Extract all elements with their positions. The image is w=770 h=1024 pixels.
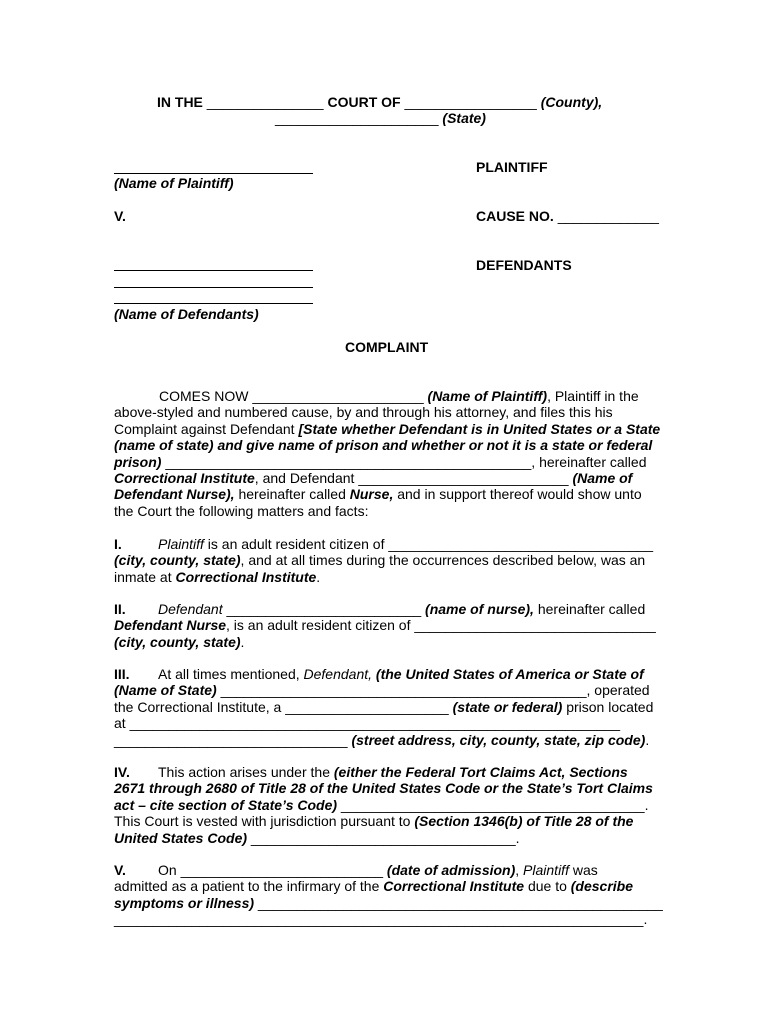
text-run — [114, 862, 659, 878]
plaintiff-label: PLAINTIFF — [476, 159, 548, 175]
section-4-number: IV. — [114, 764, 130, 780]
section-5-number: V. — [114, 862, 126, 878]
text-run: Correctional Institute — [114, 469, 255, 486]
section-1-number: I. — [114, 536, 122, 552]
text-run: prison located — [562, 698, 654, 715]
text-run: . — [644, 796, 649, 813]
text-run: Correctional Institute — [383, 878, 525, 895]
text-run: (street address, city, county, state, zip code) — [347, 731, 646, 748]
text-run: Nurse, — [349, 486, 394, 503]
prison-location-blank[interactable]: at _______________________________________________________________ — [114, 715, 621, 732]
text-run: . — [316, 568, 321, 585]
plaintiff-name-line[interactable] — [114, 173, 313, 174]
cause-number — [476, 208, 659, 224]
nurse-name-blank[interactable]: _________________________ — [226, 601, 422, 617]
text-run: the Correctional Institute, a — [114, 698, 286, 715]
text-run — [114, 454, 659, 470]
text-run: (city, county, state) — [114, 552, 241, 569]
text-run: was — [568, 862, 598, 878]
text-run — [114, 601, 659, 617]
text-run: This Court is vested with jurisdiction pursuant to — [114, 813, 415, 830]
plaintiff-name-blank[interactable]: ______________________ — [252, 388, 424, 404]
text-run — [114, 813, 659, 829]
text-run: At all times mentioned, — [158, 666, 304, 682]
versus-label: V. — [114, 208, 126, 224]
text-run — [114, 634, 659, 650]
county-blank[interactable]: _________________ — [404, 94, 537, 110]
caption-court-of: COURT OF — [323, 94, 405, 110]
text-run: COMES NOW — [159, 388, 253, 404]
complaint-title: COMPLAINT — [345, 339, 429, 355]
caption-line-2 — [275, 110, 486, 126]
text-run — [114, 569, 659, 585]
cause-label: CAUSE NO. — [476, 208, 558, 224]
text-run — [114, 486, 659, 502]
text-run: inmate at — [114, 568, 176, 585]
text-run: (date of admission) — [383, 862, 516, 878]
text-run: (Name of State) — [114, 682, 217, 699]
text-run: above-styled and numbered cause, by and through his attorney, and files this his — [114, 404, 613, 421]
text-run: , and Defendant — [254, 469, 359, 486]
caption-state-hint: (State) — [438, 110, 486, 126]
text-run — [114, 617, 659, 633]
street-address-blank[interactable]: ______________________________ — [114, 731, 348, 748]
state-blank[interactable]: _____________________ — [275, 110, 439, 126]
text-run: Plaintiff — [158, 536, 204, 552]
defendant-name-line-2[interactable] — [114, 287, 313, 288]
text-run: United States Code) — [114, 829, 248, 846]
text-run: Correctional Institute — [175, 568, 317, 585]
text-run: prison) — [114, 453, 162, 470]
text-run: , is an adult resident citizen of — [226, 617, 415, 634]
text-run: (the United States of America or State of — [372, 666, 644, 682]
text-run: . — [515, 829, 520, 846]
state-name-blank[interactable]: _______________________________________________ — [216, 682, 587, 699]
text-run — [114, 666, 659, 682]
text-run: . — [645, 731, 650, 748]
text-run: Defendant Nurse), — [114, 486, 235, 503]
state-code-blank[interactable]: _______________________________________ — [337, 796, 645, 813]
text-run: act – cite section of State’s Code) — [114, 796, 338, 813]
text-run: (name of nurse), — [421, 601, 534, 617]
text-run: , — [515, 862, 524, 878]
text-run: is an adult resident citizen of — [203, 536, 389, 552]
text-run — [114, 470, 659, 486]
text-run: symptoms or illness) — [114, 894, 255, 911]
text-run — [114, 699, 659, 715]
section-2-number: II. — [114, 601, 126, 617]
text-run: (Name of — [568, 469, 633, 486]
jurisdiction-blank[interactable]: __________________________________ — [247, 829, 516, 846]
defendant-name-line-3[interactable] — [114, 303, 313, 304]
section-5 — [114, 862, 663, 928]
text-run: , and at all times during the occurrences described below, was an — [240, 552, 646, 569]
text-run: , Plaintiff in the — [547, 388, 639, 404]
text-run: (Name of Plaintiff) — [423, 388, 548, 404]
caption-line-1 — [157, 94, 602, 110]
text-run: the Court the following matters and facts: — [114, 502, 369, 519]
text-run: . — [240, 633, 245, 650]
text-run: (name of state) and give name of prison and whether or not it is a state or federal — [114, 437, 653, 454]
text-run: admitted as a patient to the infirmary of the — [114, 878, 384, 895]
text-run: (city, county, state) — [114, 633, 241, 650]
text-run — [114, 894, 663, 911]
text-run — [114, 536, 659, 552]
text-run — [114, 878, 659, 894]
text-run: hereinafter called — [533, 601, 646, 617]
defendants-name-hint: (Name of Defendants) — [114, 306, 259, 322]
text-run: (Section 1346(b) of Title 28 of the — [414, 813, 634, 830]
text-run: Defendant Nurse — [114, 617, 227, 634]
symptoms-continuation-blank[interactable]: ____________________________________________________________________. — [114, 911, 648, 928]
prison-type-blank[interactable]: _____________________ — [285, 698, 449, 715]
text-run: Defendant, — [303, 666, 373, 682]
text-run: On — [158, 862, 181, 878]
text-run: This action arises under the — [158, 764, 334, 780]
text-run — [114, 552, 659, 568]
defendant-name-line-1[interactable] — [114, 270, 313, 271]
text-run — [114, 764, 659, 780]
text-run: due to — [524, 878, 571, 895]
text-run: 2671 through 2680 of Title 28 of the United States Code or the State’s Tort Claims — [114, 780, 653, 797]
plaintiff-residence-blank[interactable]: __________________________________ — [388, 536, 654, 552]
text-run: (either the Federal Tort Claims Act, Sections — [333, 764, 628, 780]
plaintiff-name-hint: (Name of Plaintiff) — [114, 175, 234, 191]
text-run — [114, 830, 659, 846]
caption-county-hint: (County), — [536, 94, 603, 110]
caption-in-the: IN THE — [157, 94, 207, 110]
text-run — [114, 732, 659, 748]
nurse-residence-blank[interactable]: _______________________________ — [414, 617, 656, 634]
section-3 — [114, 666, 659, 748]
section-1 — [114, 536, 659, 585]
text-run — [114, 797, 659, 813]
text-run: (describe — [570, 878, 634, 895]
text-run: Complaint against Defendant — [114, 420, 299, 437]
text-run: and in support thereof would show unto — [393, 486, 642, 503]
intro-paragraph — [114, 388, 659, 519]
prison-name-blank[interactable]: _______________________________________________ — [161, 453, 532, 470]
text-run — [114, 388, 659, 404]
text-run — [114, 421, 659, 437]
defendant-nurse-blank[interactable]: ___________________________ — [358, 469, 569, 486]
court-name-blank[interactable]: _______________ — [206, 94, 324, 110]
symptoms-blank[interactable]: ____________________________________________________ — [254, 894, 663, 911]
text-run: Defendant — [158, 601, 227, 617]
text-run: , operated — [586, 682, 650, 699]
section-3-number: III. — [114, 666, 130, 682]
text-run: hereinafter called — [234, 486, 350, 503]
admission-date-blank[interactable]: __________________________ — [180, 862, 384, 878]
text-run: (state or federal) — [448, 698, 563, 715]
text-run — [114, 682, 659, 698]
section-2 — [114, 601, 659, 650]
text-run: , hereinafter called — [531, 453, 647, 470]
section-4 — [114, 764, 659, 846]
text-run: Plaintiff — [523, 862, 569, 878]
cause-number-blank[interactable]: _____________ — [557, 208, 659, 224]
defendants-label: DEFENDANTS — [476, 257, 572, 273]
text-run: [State whether Defendant is in United States or a State — [298, 420, 661, 437]
